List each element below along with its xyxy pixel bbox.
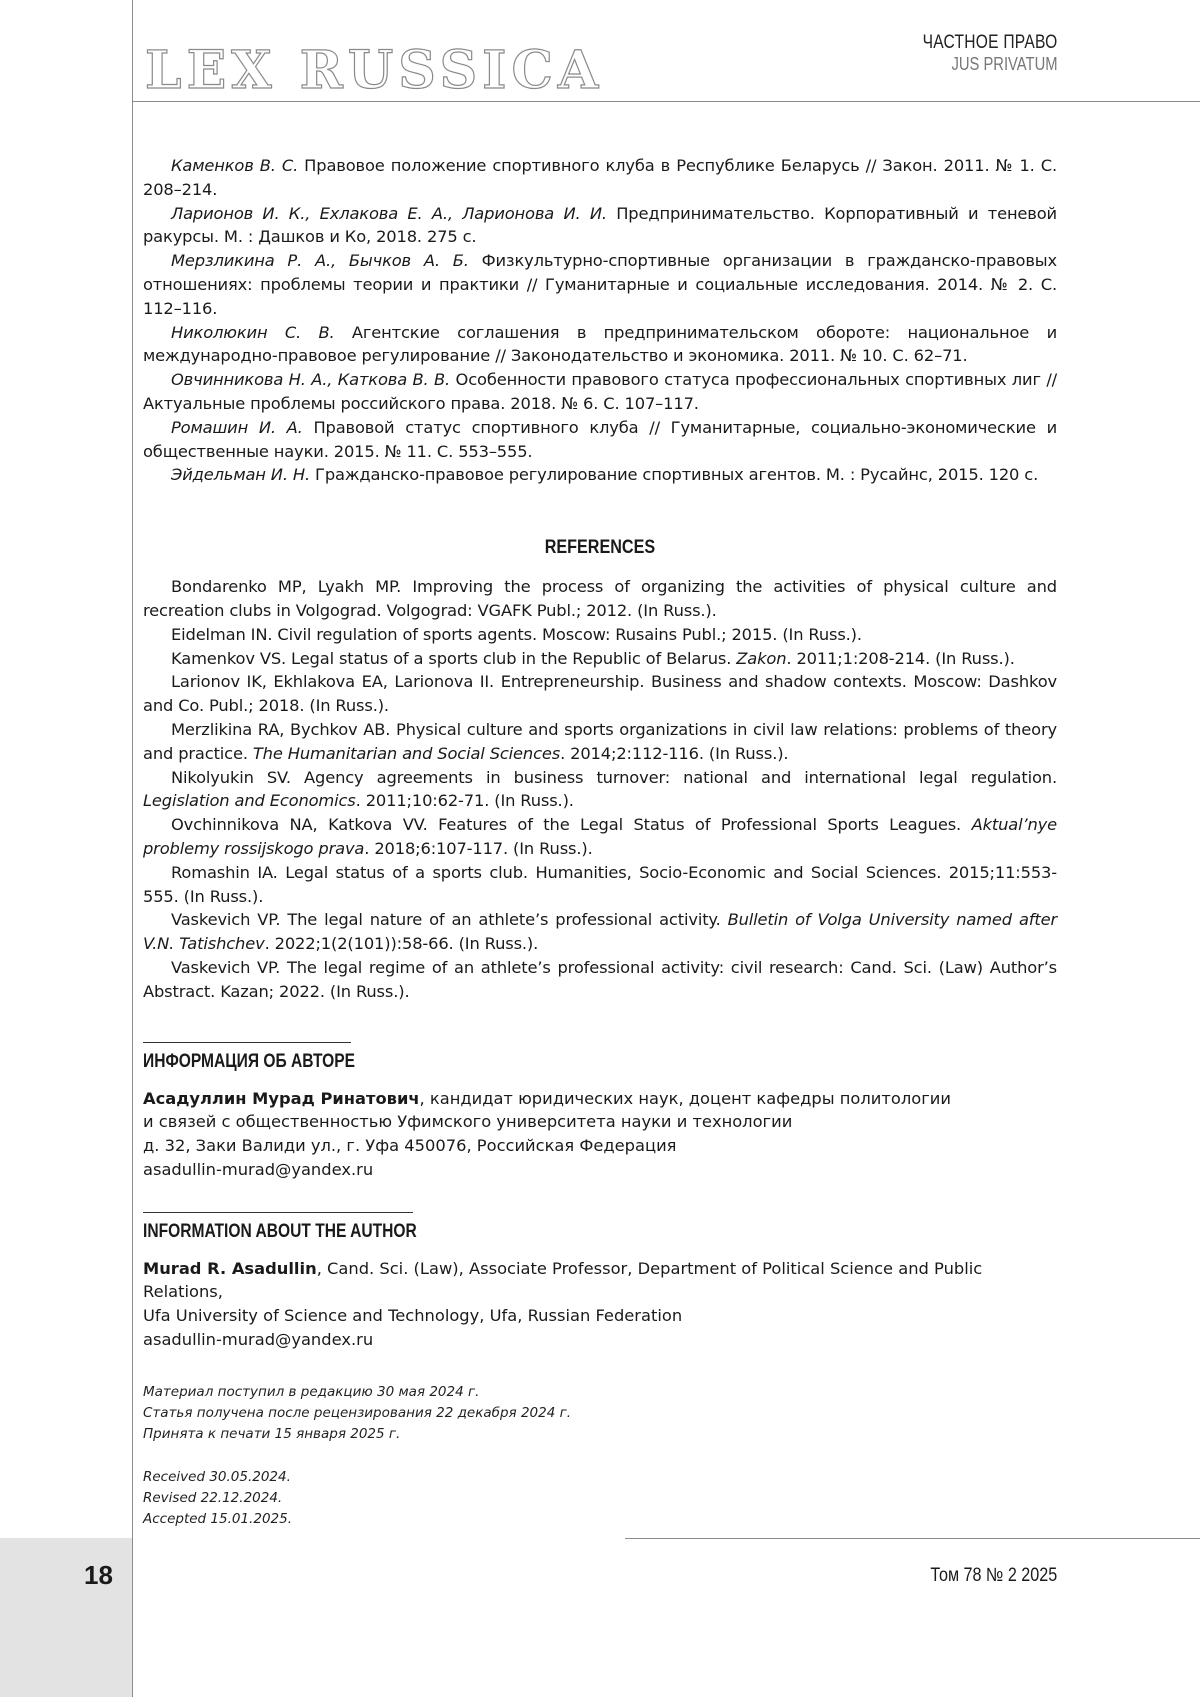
ref-tail: . 2011;1:208-214. (In Russ.). [786, 648, 1015, 668]
bib-authors: Каменков В. С. [171, 156, 299, 175]
dates-gap [143, 1445, 1057, 1467]
ref-text: Larionov IK, Ekhlakova EA, Larionova II. Entrepreneurship. Business and shadow contexts. Moscow: Dashkov and Co. Publ.; 2018. (In Russ.). [143, 672, 1057, 716]
author-ru-address: д. 32, Заки Валиди ул., г. Уфа 450076, Российская Федерация [143, 1136, 677, 1156]
date-accepted-en: Accepted 15.01.2025. [143, 1510, 293, 1527]
author-ru-divider [143, 1042, 351, 1043]
ref-text: Ovchinnikova NA, Katkova VV. Features of the Legal Status of Professional Sports Leagues. [171, 815, 972, 835]
references-heading [143, 537, 1057, 559]
references-list [143, 575, 1057, 1003]
author-ru-name: Асадуллин Мурад Ринатович [143, 1088, 420, 1108]
bib-authors: Овчинникова Н. А., Каткова В. В. [171, 370, 451, 390]
ref-tail: . 2014;2:112-116. (In Russ.). [560, 743, 789, 763]
date-revised-en: Revised 22.12.2024. [143, 1489, 283, 1506]
page-number: 18 [84, 1560, 113, 1590]
page-content [143, 154, 1057, 1530]
date-received-ru: Материал поступил в редакцию 30 мая 2024 г. [143, 1383, 480, 1400]
ref-text: Kamenkov VS. Legal status of a sports club in the Republic of Belarus. [171, 648, 737, 668]
rubric-ru: ЧАСТНОЕ ПРАВО [923, 32, 1058, 53]
author-ru-block [143, 1087, 1057, 1182]
ref-text: Nikolyukin SV. Agency agreements in business turnover: national and international legal regulation. [171, 767, 1057, 787]
bib-entry [143, 202, 1057, 250]
author-en-block [143, 1257, 1057, 1352]
author-en-divider [143, 1212, 413, 1213]
author-ru-line: и связей с общественностью Уфимского университета науки и технологии [143, 1112, 793, 1132]
article-dates [143, 1382, 1057, 1530]
ref-text: Eidelman IN. Civil regulation of sports agents. Moscow: Rusains Publ.; 2015. (In Russ.). [171, 624, 862, 644]
bib-authors: Мерзликина Р. А., Бычков А. Б. [171, 251, 469, 271]
ref-source: Legislation and Economics [143, 791, 356, 811]
author-en-line [143, 1257, 1057, 1305]
bibliography-list [143, 154, 1057, 487]
ref-source: The Humanitarian and Social Sciences [252, 743, 561, 763]
bib-text: Правовое положение спортивного клуба в Республике Беларусь // Закон. 2011. № 1. С. 208–214. [143, 156, 1057, 199]
bib-text: Особенности правового статуса профессиональных спортивных лиг // Актуальные проблемы российского права. 2018. № 6. С. 107–117. [143, 370, 1057, 413]
author-en-affiliation: , Cand. Sci. (Law), Associate Professor, Department of Political Science and Public Relations, [143, 1258, 983, 1302]
author-en-name: Murad R. Asadullin [143, 1258, 317, 1278]
reference-entry [143, 908, 1057, 956]
author-ru-email: asadullin-murad@yandex.ru [143, 1159, 374, 1179]
header-rule [132, 101, 1200, 102]
journal-logo: LEX RUSSICA [145, 40, 604, 101]
references-heading-text: REFERENCES [544, 537, 656, 559]
author-ru-line [143, 1087, 1057, 1111]
reference-entry [143, 956, 1057, 1004]
reference-entry [143, 861, 1057, 909]
rubric-la: JUS PRIVATUM [951, 54, 1058, 74]
author-ru-affiliation: , кандидат юридических наук, доцент кафедры политологии [419, 1088, 951, 1108]
author-ru-heading-text: ИНФОРМАЦИЯ ОБ АВТОРЕ [143, 1050, 355, 1072]
bib-entry [143, 249, 1057, 320]
bib-entry [143, 463, 1057, 487]
date-revised-ru: Статья получена после рецензирования 22 декабря 2024 г. [143, 1404, 571, 1421]
ref-text: Vaskevich VP. The legal nature of an athlete’s professional activity. [171, 910, 728, 930]
reference-entry [143, 575, 1057, 623]
left-margin-rule [132, 0, 133, 1697]
bib-text: Гражданско-правовое регулирование спортивных агентов. М. : Русайнс, 2015. 120 с. [310, 465, 1039, 485]
ref-text: Romashin IA. Legal status of a sports club. Humanities, Socio-Economic and Social Sciences. 2015;11:553-555. (In Russ.). [143, 862, 1057, 906]
reference-entry [143, 718, 1057, 766]
bib-text: Правовой статус спортивного клуба // Гуманитарные, социально-экономические и общественные науки. 2015. № 11. С. 553–555. [143, 417, 1057, 461]
bib-entry [143, 154, 1057, 202]
author-ru-heading [143, 1051, 1057, 1073]
bib-authors: Ромашин И. А. [171, 417, 303, 437]
author-en-heading [143, 1221, 1057, 1243]
bib-authors: Эйдельман И. Н. [171, 465, 311, 485]
ref-text: Merzlikina RA, Bychkov AB. Physical culture and sports organizations in civil law relations: problems of theory and practice. [143, 719, 1057, 763]
rubric [893, 32, 1058, 75]
ref-text: Vaskevich VP. The legal regime of an athlete’s professional activity: civil research: Cand. Sci. (Law) Author’s Abstract. Kazan; 2022. (In Russ.). [143, 957, 1057, 1001]
author-en-heading-text: INFORMATION ABOUT THE AUTHOR [143, 1220, 417, 1242]
bib-authors: Ларионов И. К., Ехлакова Е. А., Ларионова И. И. [171, 203, 607, 223]
bib-entry [143, 321, 1057, 369]
author-en-line: Ufa University of Science and Technology, Ufa, Russian Federation [143, 1306, 683, 1326]
ref-source: Bulletin of Volga University named after V.N. Tatishchev [143, 910, 1057, 954]
footer-rule [625, 1538, 1200, 1539]
bib-entry [143, 368, 1057, 416]
ref-tail: . 2011;10:62-71. (In Russ.). [355, 791, 574, 811]
reference-entry [143, 623, 1057, 647]
reference-entry [143, 647, 1057, 671]
date-accepted-ru: Принята к печати 15 января 2025 г. [143, 1425, 401, 1442]
bib-text: Физкультурно-спортивные организации в гражданско-правовых отношениях: проблемы теории и практики // Гуманитарные и социальные исследования. 2014. № 2. С. 112–116. [143, 251, 1057, 318]
ref-source: Zakon [736, 648, 787, 668]
issue-text: Том 78 № 2 2025 [930, 1565, 1057, 1586]
date-received-en: Received 30.05.2024. [143, 1468, 291, 1485]
bib-authors: Николюкин С. В. [171, 322, 335, 342]
reference-entry [143, 813, 1057, 861]
reference-entry [143, 766, 1057, 814]
reference-entry [143, 670, 1057, 718]
ref-source: Aktual’nye problemy rossijskogo prava [143, 815, 1057, 858]
bib-entry [143, 416, 1057, 464]
author-en-email: asadullin-murad@yandex.ru [143, 1330, 374, 1350]
ref-text: Bondarenko MP, Lyakh MP. Improving the process of organizing the activities of physical culture and recreation clubs in Volgograd. Volgograd: VGAFK Publ.; 2012. (In Russ.). [143, 577, 1057, 620]
bib-text: Агентские соглашения в предпринимательском обороте: национальное и международно-правовое регулирование // Законодательство и экономика. 2011. № 10. С. 62–71. [143, 322, 1057, 366]
issue-label [908, 1565, 1057, 1587]
bib-text: Предпринимательство. Корпоративный и теневой ракурсы. М. : Дашков и Ко, 2018. 275 с. [143, 203, 1057, 247]
ref-tail: . 2018;6:107-117. (In Russ.). [364, 838, 593, 858]
ref-tail: . 2022;1(2(101)):58-66. (In Russ.). [264, 934, 539, 954]
